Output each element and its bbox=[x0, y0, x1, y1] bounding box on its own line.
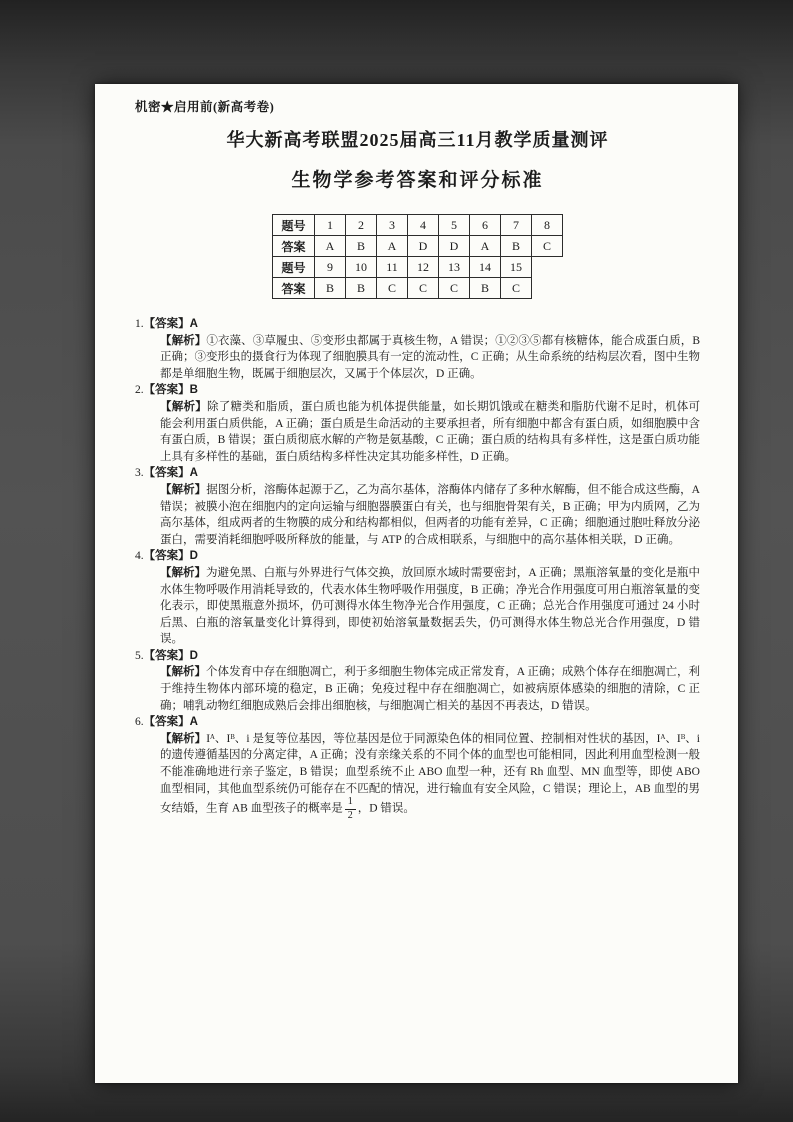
answer-label: 【答案】 bbox=[143, 467, 190, 480]
table-answer-cell: A bbox=[315, 236, 346, 257]
table-answer-cell: 6 bbox=[470, 215, 501, 236]
item-analysis: 【解析】①衣藻、③草履虫、⑤变形虫都属于真核生物，A 错误；①②③⑤都有核糖体，能合成蛋白质，B 正确；③变形虫的摄食行为体现了细胞膜具有一定的流动性，C 正确；从生命系统的结构层次看，图中生物都是单细胞生物，既属于细胞层次，又属于个体层次，D 正确。 bbox=[160, 334, 700, 380]
answer-letter: B bbox=[189, 384, 198, 397]
table-answer-cell: 8 bbox=[532, 215, 563, 236]
item-analysis: 【解析】Iᴬ、Iᴮ、i 是复等位基因，等位基因是位于同源染色体的相同位置、控制相对性状的基因，Iᴬ、Iᴮ、i 的遗传遵循基因的分离定律，A 正确；没有亲缘关系的不同个体的血型也可能相同，因此利用血型检测一般不能准确地进行亲子鉴定，B 错误；血型系统不止 ABO 血型一种，还有 Rh 血型、MN 血型等，即使 ABO 血型相同，其他血型系统仍可能存在不匹配的情况，进行输血有安全风险，C 错误；理论上，AB 血型的男女结婚，生育 AB 血型孩子的概率是 $\frac{1}{2}$ ，D 错误。 bbox=[160, 732, 700, 821]
table-answer-cell: C bbox=[439, 278, 470, 299]
fraction: $\frac{1}{2}$ bbox=[345, 797, 356, 821]
table-answer-cell: 5 bbox=[439, 215, 470, 236]
answer-label: 【答案】 bbox=[143, 649, 190, 662]
table-answer-cell: 7 bbox=[501, 215, 532, 236]
item-number: 5. bbox=[135, 649, 144, 662]
item-number: 2. bbox=[135, 384, 144, 397]
table-answer-cell: C bbox=[377, 278, 408, 299]
table-answer-cell: 3 bbox=[377, 215, 408, 236]
table-answer-cell: A bbox=[470, 236, 501, 257]
answer-item bbox=[135, 548, 700, 648]
table-answer-cell: 15 bbox=[501, 257, 532, 278]
answer-table-row bbox=[273, 278, 563, 299]
table-answer-cell: 1 bbox=[315, 215, 346, 236]
table-row-label: 答案 bbox=[273, 278, 315, 299]
answer-table-row bbox=[273, 215, 563, 236]
answer-letter: D bbox=[189, 550, 198, 563]
analysis-label: 【解析】 bbox=[160, 483, 207, 496]
table-answer-cell: B bbox=[346, 278, 377, 299]
answer-letter: D bbox=[189, 649, 198, 662]
item-analysis: 【解析】为避免黑、白瓶与外界进行气体交换，放回原水域时需要密封，A 正确；黑瓶溶氧量的变化是瓶中水体生物呼吸作用消耗导致的，代表水体生物呼吸作用强度，B 正确；净光合作用强度可用白瓶溶氧量的变化表示，即使黑瓶意外损坏，仍可测得水体生物净光合作用强度，C 正确；总光合作用强度可通过 24 小时后黑、白瓶的溶氧量变化计算得到，即使初始溶氧量数据丢失，仍可测得水体生物总光合作用强度，D 错误。 bbox=[160, 566, 701, 646]
item-answer-line bbox=[135, 465, 700, 482]
answer-label: 【答案】 bbox=[143, 384, 190, 397]
answer-items bbox=[135, 316, 700, 821]
table-answer-cell: B bbox=[346, 236, 377, 257]
item-answer-line bbox=[135, 548, 700, 565]
analysis-label: 【解析】 bbox=[160, 566, 207, 579]
answer-item bbox=[135, 714, 700, 821]
answer-item bbox=[135, 382, 700, 465]
table-answer-cell: B bbox=[315, 278, 346, 299]
item-number: 4. bbox=[135, 550, 144, 563]
page-content bbox=[95, 84, 738, 1083]
analysis-label: 【解析】 bbox=[160, 400, 207, 413]
item-analysis: 【解析】据图分析，溶酶体起源于乙，乙为高尔基体，溶酶体内储存了多种水解酶，但不能合成这些酶，A 错误；被膜小泡在细胞内的定向运输与细胞器膜蛋白有关，也与细胞骨架有关，B 正确；甲为内质网，乙为高尔基体，组成两者的生物膜的成分和结构都相似，但两者的功能有差异，C 正确；细胞通过胞吐释放分泌蛋白，需要消耗细胞呼吸所释放的能量，与 ATP 的合成相联系，与细胞中的高尔基体相关联，D 正确。 bbox=[160, 483, 700, 546]
analysis-label: 【解析】 bbox=[160, 666, 207, 679]
table-answer-cell: 11 bbox=[377, 257, 408, 278]
item-answer-line bbox=[135, 714, 700, 731]
answer-table-body bbox=[273, 215, 563, 299]
table-answer-cell: D bbox=[408, 236, 439, 257]
document-page bbox=[95, 84, 738, 1083]
answer-table bbox=[272, 214, 563, 299]
table-answer-cell: 4 bbox=[408, 215, 439, 236]
item-answer-line bbox=[135, 382, 700, 399]
analysis-label: 【解析】 bbox=[160, 334, 207, 347]
answer-table-row bbox=[273, 257, 563, 278]
table-answer-cell: 13 bbox=[439, 257, 470, 278]
item-analysis: 【解析】个体发育中存在细胞凋亡，利于多细胞生物体完成正常发育，A 正确；成熟个体存在细胞凋亡，利于维持生物体内部环境的稳定，B 正确；免疫过程中存在细胞凋亡，如被病原体感染的细胞的清除，C 正确；哺乳动物红细胞成熟后会排出细胞核，与细胞凋亡相关的基因不再表达，D 错误。 bbox=[160, 666, 701, 712]
answer-table-row bbox=[273, 236, 563, 257]
answer-item bbox=[135, 316, 700, 382]
table-answer-cell: B bbox=[501, 236, 532, 257]
item-number: 1. bbox=[135, 318, 144, 330]
table-answer-cell: 14 bbox=[470, 257, 501, 278]
table-answer-cell: 9 bbox=[315, 257, 346, 278]
document-title: 华大新高考联盟2025届高三11月教学质量测评 bbox=[226, 130, 609, 150]
answer-label: 【答案】 bbox=[143, 550, 190, 563]
answer-label: 【答案】 bbox=[143, 318, 190, 330]
answer-letter: A bbox=[189, 318, 198, 330]
item-analysis: 【解析】除了糖类和脂质，蛋白质也能为机体提供能量，如长期饥饿或在糖类和脂肪代谢不足时，机体可能会利用蛋白质供能，A 正确；蛋白质是生命活动的主要承担者，所有细胞中都含有蛋白质，如细胞膜中含有蛋白质，B 错误；蛋白质彻底水解的产物是氨基酸，C 正确；蛋白质的结构具有多样性，这是蛋白质功能上具有多样性的基础，蛋白质结构多样性决定其功能多样性，D 正确。 bbox=[160, 400, 701, 463]
table-row-label: 答案 bbox=[273, 236, 315, 257]
analysis-label: 【解析】 bbox=[160, 732, 207, 745]
table-answer-cell: A bbox=[377, 236, 408, 257]
table-answer-cell: C bbox=[532, 236, 563, 257]
item-answer-line bbox=[135, 648, 700, 665]
item-number: 3. bbox=[135, 467, 144, 480]
table-answer-cell: 12 bbox=[408, 257, 439, 278]
table-answer-cell: C bbox=[501, 278, 532, 299]
answer-letter: A bbox=[189, 716, 198, 729]
table-row-label: 题号 bbox=[273, 215, 315, 236]
answer-item bbox=[135, 648, 700, 714]
item-number: 6. bbox=[135, 716, 144, 729]
answer-item bbox=[135, 465, 700, 548]
table-answer-cell: D bbox=[439, 236, 470, 257]
table-answer-cell: B bbox=[470, 278, 501, 299]
table-answer-cell: 2 bbox=[346, 215, 377, 236]
table-row-label: 题号 bbox=[273, 257, 315, 278]
table-answer-cell: C bbox=[408, 278, 439, 299]
document-subtitle: 生物学参考答案和评分标准 bbox=[291, 170, 544, 191]
answer-letter: A bbox=[189, 467, 198, 480]
item-answer-line bbox=[135, 316, 700, 333]
answer-label: 【答案】 bbox=[143, 716, 190, 729]
classification-label: 机密★启用前(新高考卷) bbox=[135, 100, 275, 114]
table-answer-cell: 10 bbox=[346, 257, 377, 278]
